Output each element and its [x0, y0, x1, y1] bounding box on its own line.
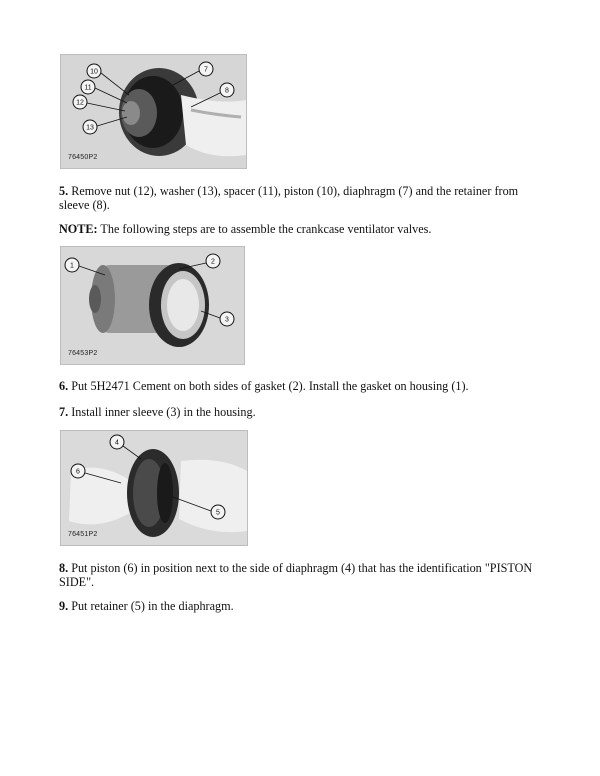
callout-2: 2: [211, 258, 215, 266]
figure-3-photo: [60, 430, 248, 546]
figure-1-photo: [60, 54, 247, 169]
callout-3: 3: [225, 316, 229, 324]
callout-6: 6: [76, 468, 80, 476]
figure-2-photo: [60, 246, 245, 365]
callout-12: 12: [76, 99, 84, 107]
step-5-number: 5.: [59, 184, 69, 198]
step-9-text: Put retainer (5) in the diaphragm.: [68, 599, 234, 613]
callout-8: 8: [225, 87, 229, 95]
step-5-text: Remove nut (12), washer (13), spacer (11), piston (10), diaphragm (7) and the retainer from sleeve (8).: [59, 184, 519, 212]
callout-5: 5: [216, 509, 220, 517]
step-6-number: 6.: [59, 379, 69, 393]
step-7-text: Install inner sleeve (3) in the housing.: [68, 405, 256, 419]
callout-1: 1: [70, 262, 74, 270]
note-label: NOTE:: [59, 222, 98, 236]
figure-3-id: 76451P2: [68, 531, 98, 538]
figure-1-id: 76450P2: [68, 154, 98, 161]
step-5: [59, 184, 549, 212]
callout-13: 13: [86, 124, 94, 132]
step-6-text: Put 5H2471 Cement on both sides of gasket (2). Install the gasket on housing (1).: [68, 379, 469, 393]
callout-7: 7: [204, 66, 208, 74]
step-8-text: Put piston (6) in position next to the side of diaphragm (4) that has the identification "PISTON SIDE".: [59, 561, 533, 589]
figure-1-illustration: [61, 55, 246, 168]
step-8: [59, 561, 549, 589]
figure-2-illustration: [61, 247, 244, 364]
note-text: The following steps are to assemble the crankcase ventilator valves.: [97, 222, 432, 236]
step-9-number: 9.: [59, 599, 69, 613]
figure-3-illustration: [61, 431, 247, 545]
callout-10: 10: [90, 68, 98, 76]
step-9: [59, 599, 549, 613]
figure-2-id: 76453P2: [68, 350, 98, 357]
step-8-number: 8.: [59, 561, 69, 575]
note: [59, 222, 549, 236]
callout-11: 11: [84, 84, 92, 92]
step-7: [59, 405, 549, 419]
step-6: [59, 379, 549, 393]
callout-4: 4: [115, 439, 119, 447]
step-7-number: 7.: [59, 405, 69, 419]
